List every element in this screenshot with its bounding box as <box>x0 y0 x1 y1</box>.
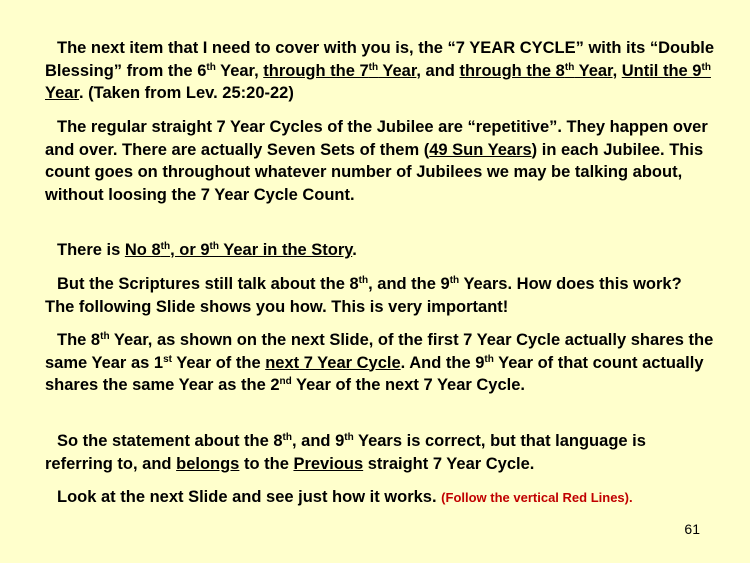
paragraph-seven-year-cycle-intro: The next item that I need to cover with you is, the “7 YEAR CYCLE” with its “Double Blessing” from the 6th Year, through the 7th Year, and through the 8th Year, Until the 9th Year. (Taken from Lev. 25:20-22) <box>45 39 715 102</box>
paragraph-scriptures-8th-9th: But the Scriptures still talk about the 8th, and the 9th Years. How does this work? The following Slide shows you how. This is very important! <box>45 275 682 316</box>
page-number: 61 <box>684 521 700 537</box>
underlined-no-8th-9th-year: No 8th, or 9th Year in the Story <box>124 241 353 259</box>
paragraph-repetitive-cycles: The regular straight 7 Year Cycles of the Jubilee are “repetitive”. They happen over and over. There are actually Seven Sets of them (49 Sun Years) in each Jubilee. This count goes on throughout whatever number of Jubilees we may be talking about, without loosing the 7 Year Cycle Count. <box>45 118 708 204</box>
paragraph-8th-year-shares: The 8th Year, as shown on the next Slide, of the first 7 Year Cycle actually shares the same Year as 1st Year of the next 7 Year Cycle. And the 9th Year of that count actually shares the same Year as the 2nd Year of the next 7 Year Cycle. <box>45 331 714 394</box>
underlined-next-7-year-cycle: next 7 Year Cycle <box>265 353 401 372</box>
underlined-previous: Previous <box>293 454 364 473</box>
paragraph-look-next-slide: Look at the next Slide and see just how it works. (Follow the vertical Red Lines). <box>57 488 633 506</box>
underlined-49-sun-years: 49 Sun Years <box>429 140 532 159</box>
underlined-through-7th-year: through the 7th Year <box>263 61 417 80</box>
underlined-until-9th-year: Until the 9th Year <box>45 61 711 102</box>
paragraph-no-8th-9th-year: There is No 8th, or 9th Year in the Story. <box>57 241 357 259</box>
underlined-belongs: belongs <box>176 454 240 473</box>
paragraph-statement-correct: So the statement about the 8th, and 9th Years is correct, but that language is referring to, and belongs to the Previous straight 7 Year Cycle. <box>45 432 646 473</box>
underlined-through-8th-year: through the 8th Year <box>459 61 613 80</box>
red-note-follow-lines: (Follow the vertical Red Lines). <box>441 490 633 505</box>
